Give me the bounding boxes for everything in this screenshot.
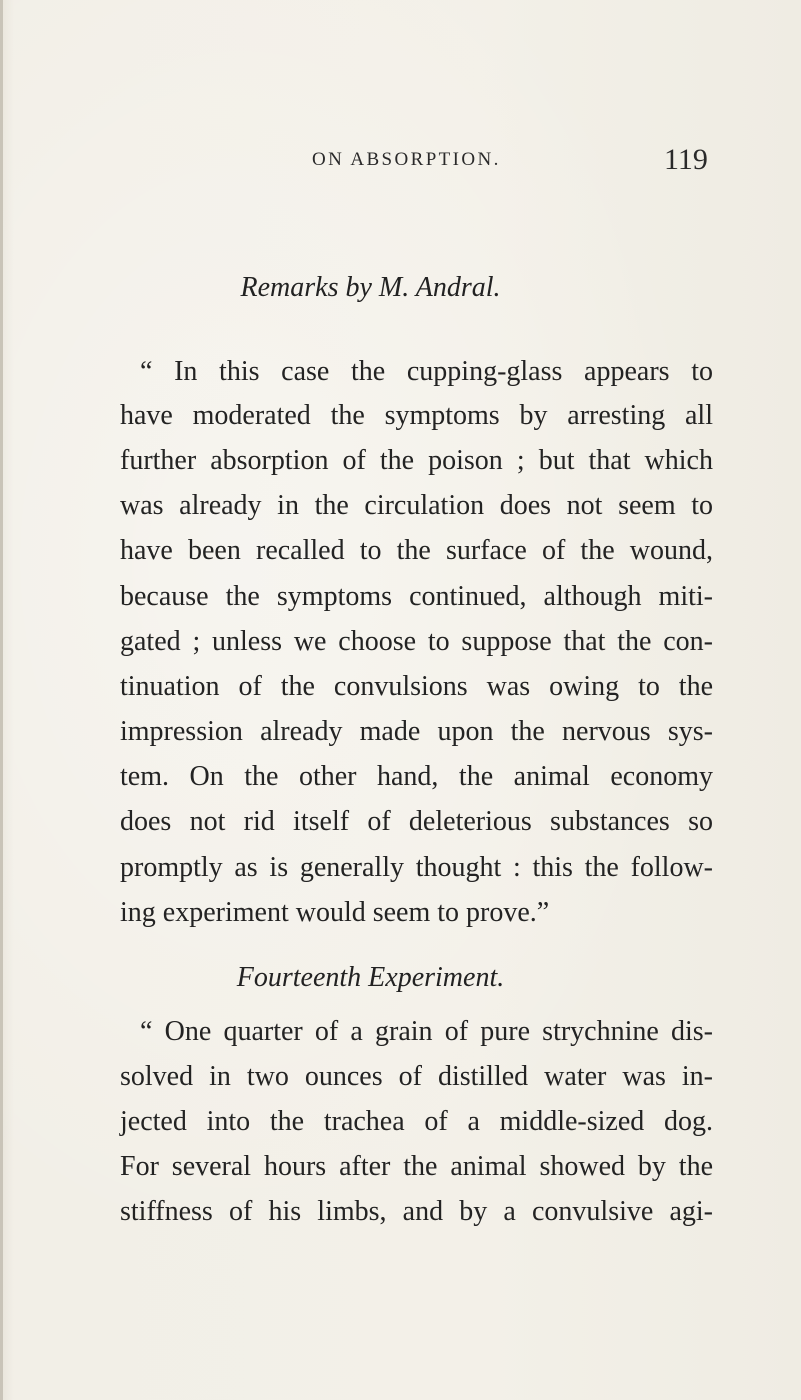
text-line: tinuation of the convulsions was owing to the (120, 671, 713, 702)
page-edge (0, 0, 3, 1400)
running-head (0, 143, 801, 179)
text-line: tem. On the other hand, the animal economy (120, 761, 713, 792)
text-line: promptly as is generally thought : this the follow- (120, 852, 713, 883)
section-heading-experiment: Fourteenth Experiment. (236, 962, 505, 993)
section-heading-remarks: Remarks by M. Andral. (240, 272, 501, 303)
text-line: solved in two ounces of distilled water was in- (120, 1061, 713, 1092)
text-line: For several hours after the animal showed by the (120, 1151, 713, 1182)
text-line: “ In this case the cupping-glass appears to (140, 356, 713, 387)
text-line: further absorption of the poison ; but that which (120, 445, 713, 476)
text-line: jected into the trachea of a middle-sized dog. (120, 1106, 713, 1137)
page-number: 119 (664, 143, 708, 176)
text-line: have moderated the symptoms by arresting all (120, 400, 713, 431)
text-line: have been recalled to the surface of the wound, (120, 535, 713, 566)
text-line: impression already made upon the nervous sys- (120, 716, 713, 747)
text-line: “ One quarter of a grain of pure strychnine dis- (140, 1016, 713, 1047)
text-line: ing experiment would seem to prove.” (120, 897, 550, 928)
text-line: stiffness of his limbs, and by a convulsive agi- (120, 1196, 713, 1227)
text-line: was already in the circulation does not seem to (120, 490, 713, 521)
text-line: does not rid itself of deleterious substances so (120, 806, 713, 837)
running-title: ON ABSORPTION. (312, 149, 501, 170)
text-line: gated ; unless we choose to suppose that the con- (120, 626, 713, 657)
text-line: because the symptoms continued, although miti- (120, 581, 713, 612)
